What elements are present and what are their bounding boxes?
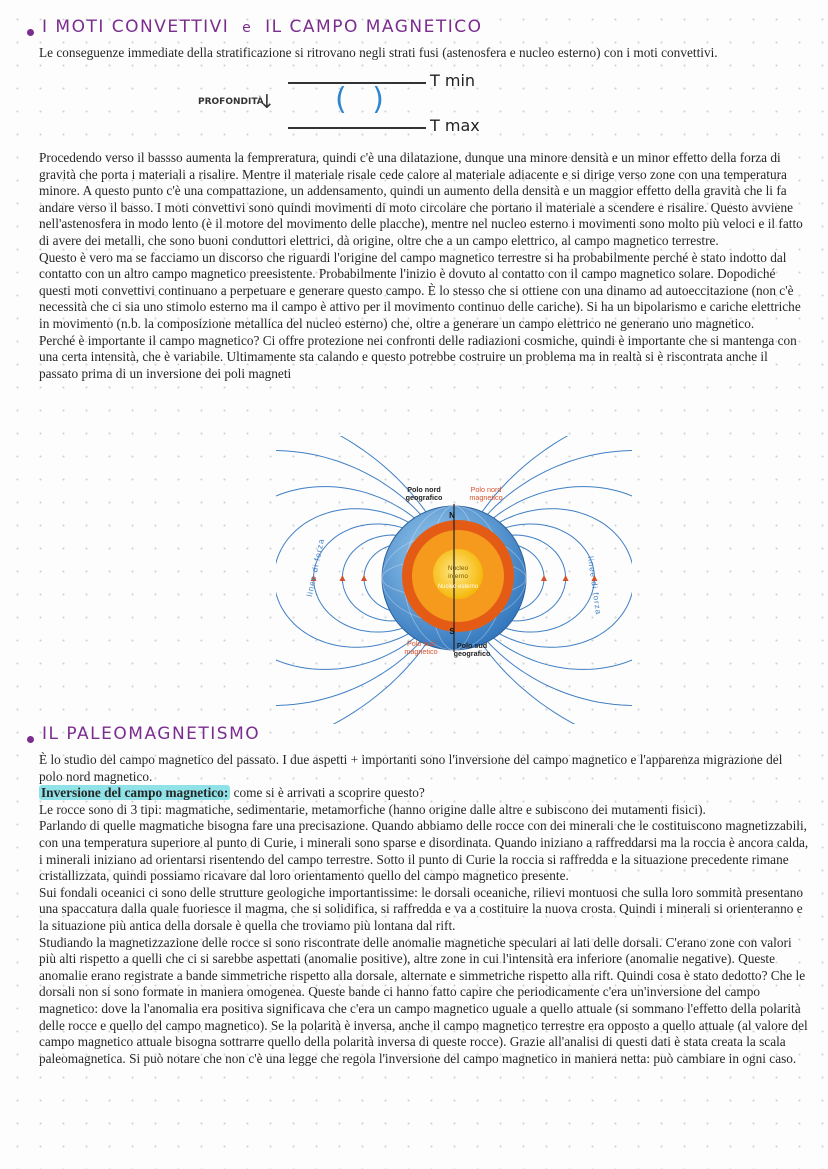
depth-label: PROFONDITÀ	[198, 97, 264, 107]
south-geo-label-1: Polo sud	[456, 641, 488, 650]
field-arrow	[339, 575, 345, 581]
paragraph-convection: Procedendo verso il bassso aumenta la fempreratura, quindi c'è una dilatazione, dunque una minore densità e un minor effetto della forza di gravità che porta i materiali a risalire. Mentre il materiale risale cede calore al materiale adiacente e si dirige verso zone con una temperatura minore. A questo punto c'è una compattazione, un addensamento, quindi un aumento della densità e un maggior effetto della gravità che li fa andare verso il basso. I moti convettivi sono quindi movimenti di moto circolare che portano il materiale a scendere e risalire. Questo avviene nell'astenosfera in modo lento (è il motore del movimento delle placche), mentre nel nucleo esterno i movimenti sono molto più veloci e il fatto di avere dei metalli, che sono buoni conduttori elettrici, dà origine, oltre che a un campo elettrico, al campo magnetico terrestre.	[39, 150, 803, 248]
north-mag-label-2: magnetico	[469, 493, 503, 502]
south-mag-label-1: Polo sud	[407, 639, 435, 648]
t-min-label: T min	[430, 71, 476, 90]
highlight-inversion: Inversione del campo magnetico:	[41, 785, 229, 801]
field-arrow	[541, 575, 547, 581]
s-letter: S	[449, 627, 455, 636]
section1-title-main: I MOTI CONVETTIVI	[42, 17, 230, 37]
paragraph-inversion-question	[39, 785, 809, 802]
paragraph-ridges: Sui fondali oceanici ci sono delle strutture geologiche importantissime: le dorsali oceaniche, rilievi montuosi che sulla loro sommità presentano una spaccatura dalla quale fuoriesce il magma, che si solidifica, si raffredda e va a costituire la nuova crosta. Quindi i minerali si orienteranno e la situazione più antica della dorsale è quella che troviamo più lontana dal rift.	[39, 884, 804, 933]
section1-body	[39, 150, 809, 382]
paragraph-rock-types: Le rocce sono di 3 tipi: magmatiche, sedimentarie, metamorfiche (hanno origine dalle altre e subiscono dei mutamenti fisici).	[39, 801, 706, 817]
section1-title-connector: e	[242, 20, 253, 36]
field-arrow	[361, 575, 367, 581]
paragraph-curie: Parlando di quelle magmatiche bisogna fare una precisazione. Quando abbiamo delle rocce con dei minerali che le costituiscono magnetizzabili, con una temperatura superiore al punto di Curie, i minerali sono sparse e disordinata. Quando iniziano a raffreddarsi ma la roccia è ancora calda, i minerali iniziano ad orientarsi risentendo del campo terrestre. Sotto il punto di Curie la roccia si raffredda e la situazione precedente rimane cristallizzata, quindi possiamo ricavare dal loro orientamento quello del campo magnetico presente.	[39, 818, 809, 884]
diagram-labels	[305, 485, 603, 658]
north-mag-label-1: Polo nord	[470, 485, 502, 494]
heading-bullet-2	[27, 736, 34, 743]
inversion-question: come si è arrivati a scoprire questo?	[230, 785, 425, 801]
paragraph-anomalies: Studiando la magnetizzazione delle rocce si sono riscontrate delle anomalie magnetiche speculari ai lati delle dorsali. C'erano zone con valori più alti rispetto a quelli che ci si sarebbe aspettati (anomalie positive), altre zone in cui l'intensità era inferiore (anomalie negative). Queste anomalie erano registrate a bande simmetriche rispetto alla dorsale, alternate e simmetriche rispetto alla rift. Quindi cosa è stato dedotto? Che le dorsali non si sono formate in maniera omogenea. Queste bande ci hanno fatto capire che periodicamente c'era un'inversione del campo magnetico: dove la l'anomalia era positiva significava che c'era un campo magnetico uguale a quello attuale (si sommano l'effetto della polarità delle rocce e quello del campo magnetico). Se la polarità è inversa, anche il campo magnetico terrestre era opposto a quello attuale (al valore del campo magnetico attuale bisogna sottrarre quello della polarità inversa di queste rocce). Grazie all'analisi di questi dati è stata creata la scala paleomagnetica. Si può notare che non c'è una legge che regola l'inversione del campo magnetico in maniera netta: può cambiare in ogni caso.	[39, 934, 808, 1066]
section1-heading	[42, 17, 483, 37]
paragraph-paleo-intro: È lo studio del campo magnetico del passato. I due aspetti + importanti sono l'inversione del campo magnetico e l'apparenza migrazione del polo nord magnetico.	[39, 752, 783, 784]
section1-intro	[39, 45, 809, 62]
section2-body	[39, 752, 809, 1067]
outer-core-label: Nucleo esterno	[437, 584, 479, 590]
north-geo-label-1: Polo nord	[407, 485, 441, 494]
depth-arrow-icon: ↓	[259, 91, 275, 113]
convection-loop-icon: ( )	[335, 82, 392, 117]
paragraph-origin: Questo è vero ma se facciamo un discorso che riguardi l'origine del campo magnetico terrestre si ha probabilmente perché è stato indotto dal contatto con un altro campo magnetico preesistente. Probabilmente l'inizio è dovuto al contatto con il campo magnetico solare. Dopodiché questi moti convettivi continuano a perpetuare e generare questo campo. È lo stesso che si ottiene con una dinamo ad autoeccitazione (non c'è necessità che ci sia uno stimolo esterno ma il campo è attivo per il movimento continuo delle cariche). Si ha un bipolarismo e cariche elettriche in movimento (n.b. la composizione metallica del nucleo esterno) che, oltre a generare un campo elettrico ne generano uno magnetico.	[39, 249, 801, 331]
section2-heading: IL PALEOMAGNETISMO	[42, 724, 261, 744]
north-geo-label-2: geografico	[405, 493, 443, 502]
inner-core-label-1: Nucleo	[447, 565, 469, 572]
field-arrow	[563, 575, 569, 581]
south-geo-label-2: geografico	[453, 649, 491, 658]
inner-core-label-2: interno	[448, 573, 468, 580]
bottom-line	[288, 127, 426, 129]
south-mag-label-2: magnetico	[404, 647, 438, 656]
section1-intro-text: Le conseguenze immediate della stratificazione si ritrovano negli strati fusi (astenosfera e nucleo esterno) con i moti convettivi.	[39, 45, 718, 60]
magnetic-field-diagram	[276, 436, 632, 724]
t-max-label: T max	[430, 116, 480, 135]
paragraph-importance: Perché è importante il campo magnetico? Ci offre protezione nei confronti delle radiazioni cosmiche, quindi è importante che si mantenga con una certa intensità, che è variabile. Ultimamente sta calando e questo potrebbe costruire un problema ma in realtà si è riscontrata anche il passato prima di un inversione dei poli magneti	[39, 332, 797, 381]
n-letter: N	[449, 511, 455, 520]
section1-title-tail: IL CAMPO MAGNETICO	[265, 17, 483, 37]
field-left-label: linee di forza	[304, 537, 327, 598]
field-right-label: linee di forza	[585, 555, 604, 616]
heading-bullet	[27, 29, 34, 36]
